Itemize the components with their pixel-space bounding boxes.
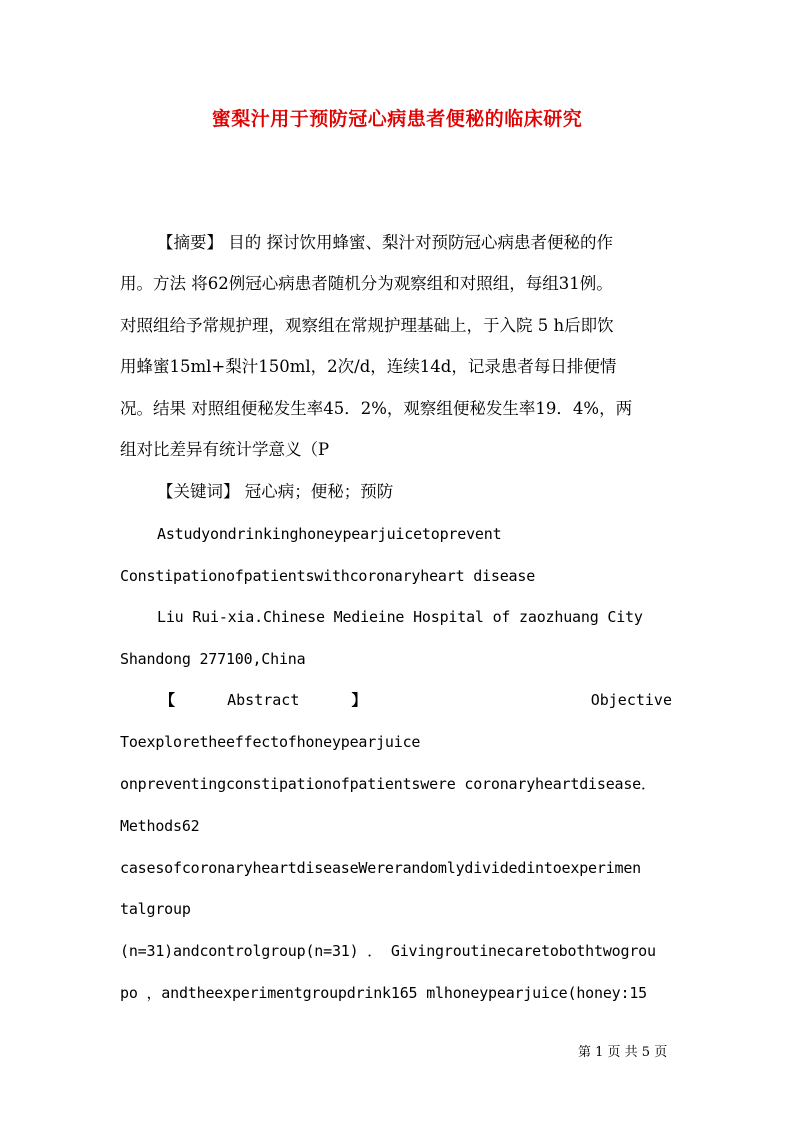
abstract-en-line: talgroup (120, 900, 191, 918)
abstract-cn-line: 况。结果 对照组便秘发生率45．2%，观察组便秘发生率19．4%，两 (120, 399, 633, 418)
english-title-line: Constipationofpatientswithcoronaryheart disease (120, 567, 536, 585)
author-line: Shandong 277100,China (120, 650, 306, 668)
close-bracket: 】 (351, 691, 367, 709)
page-footer: 第 1 页 共 5 页 (578, 1045, 668, 1060)
objective-label: Objective (590, 691, 672, 709)
abstract-cn-line: 用。方法 将62例冠心病患者随机分为观察组和对照组，每组31例。 (120, 274, 613, 293)
abstract-en-line: casesofcoronaryheartdiseaseWererandomlydividedintoexperimen (120, 859, 642, 877)
english-title-line: Astudyondrinkinghoneypearjuicetoprevent (157, 525, 502, 543)
abstract-en-line: Toexploretheeffectofhoneypearjuice (120, 733, 421, 751)
abstract-cn-line: 【摘要】 目的 探讨饮用蜂蜜、梨汁对预防冠心病患者便秘的作 (157, 233, 613, 252)
abstract-en-line: (n=31)andcontrolgroup(n=31) ． Givingroutinecaretobothtwogrou (120, 942, 656, 960)
document-title: 蜜梨汁用于预防冠心病患者便秘的临床研究 (211, 108, 583, 130)
open-bracket: 【 (160, 691, 176, 709)
abstract-en-line: onpreventingconstipationofpatientswere coronaryheartdisease． (120, 775, 656, 793)
author-line: Liu Rui-xia.Chinese Medieine Hospital of zaozhuang City (157, 608, 643, 626)
abstract-cn-line: 对照组给予常规护理，观察组在常规护理基础上，于入院 5 h后即饮 (120, 316, 614, 335)
abstract-en-line: po ，andtheexperimentgroupdrink165 mlhoneypearjuice(honey:15 (120, 984, 647, 1002)
abstract-cn-line: 用蜂蜜15ml+梨汁150ml，2次/d，连续14d，记录患者每日排便情 (120, 357, 617, 376)
abstract-label: Abstract (227, 691, 300, 709)
english-abstract-heading (160, 689, 672, 711)
abstract-en-line: Methods62 (120, 817, 200, 835)
abstract-cn-line: 组对比差异有统计学意义（P (120, 440, 330, 459)
keywords: 【关键词】 冠心病；便秘；预防 (157, 482, 394, 501)
